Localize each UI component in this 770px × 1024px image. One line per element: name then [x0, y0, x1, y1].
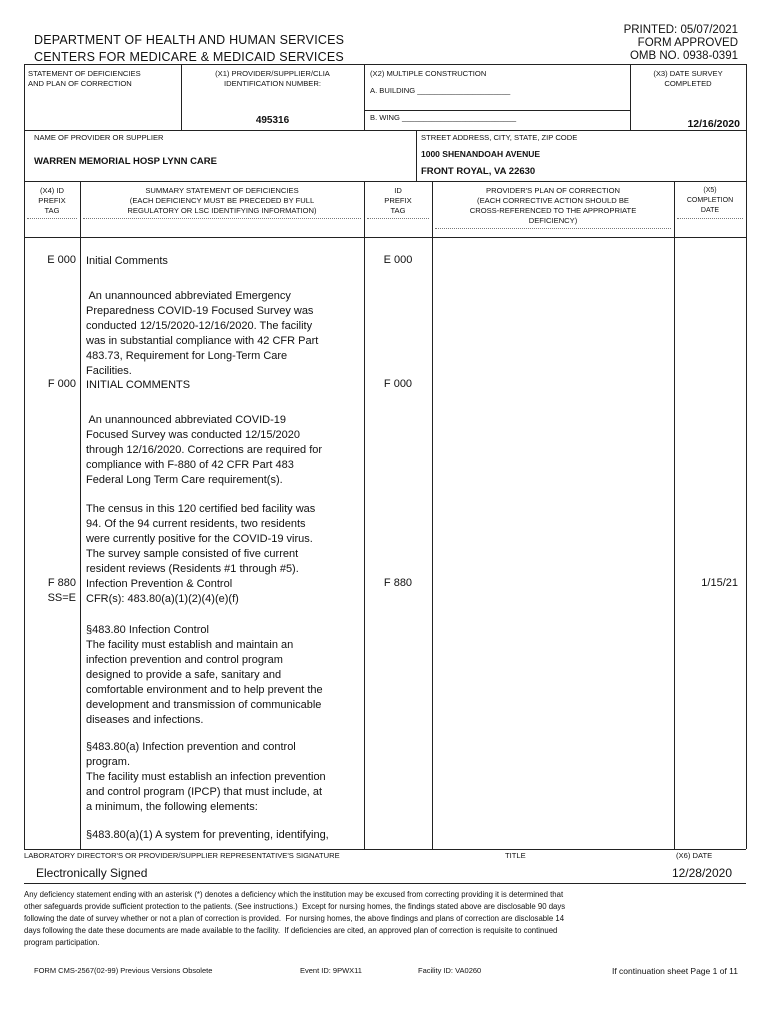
page-number: If continuation sheet Page 1 of 11: [611, 966, 738, 976]
entry-483-80-text: §483.80 Infection Control The facility must establish and maintain an infection prevention and control program designed to provide a safe, sanitary and comfortable environment and to help prevent the development and transmission of communicable diseases and infections.: [86, 624, 323, 726]
form-number: FORM CMS-2567(02-99) Previous Versions Obsolete: [34, 966, 213, 975]
plan-header: PROVIDER'S PLAN OF CORRECTION (EACH CORRECTIVE ACTION SHOULD BE CROSS-REFERENCED TO THE APPROPRIATE DEFICIENCY): [469, 186, 637, 225]
building-label: A. BUILDING ______________________: [370, 86, 511, 95]
survey-completed-date: 12/16/2020: [687, 118, 740, 130]
provider-label: NAME OF PROVIDER OR SUPPLIER: [34, 133, 164, 142]
x3-label-1: (X3) DATE SURVEY: [653, 69, 723, 78]
omb-number: OMB NO. 0938-0391: [629, 50, 738, 62]
disclaimer-text: Any deficiency statement ending with an asterisk (*) denotes a deficiency which the institution may be excused from correcting providing it is determined that other safeguards provide sufficient protection to the patients. (See instructions.) Except for nursing homes, the findings stated above are disclosable 90 days following the date of survey whether or not a plan of correction is provided. For nursing homes, the above findings and plans of correction are disclosable 14 days following the date these documents are made available to the facility. If deficiencies are cited, an approved plan of correction is requisite to continued program participation.: [24, 890, 566, 947]
x1-label-1: (X1) PROVIDER/SUPPLIER/CLIA: [215, 69, 330, 78]
id-tag-e000: E 000: [383, 254, 413, 266]
wing-label: B. WING ___________________________: [370, 113, 517, 122]
entry-483-80a1-text: §483.80(a)(1) A system for preventing, identifying,: [86, 829, 329, 841]
address-line-1: 1000 SHENANDOAH AVENUE: [421, 149, 541, 159]
title-label: TITLE: [505, 851, 526, 860]
statement-label-2: AND PLAN OF CORRECTION: [28, 79, 132, 88]
scope-severity: SS=E: [47, 592, 76, 604]
agency-line-2: CENTERS FOR MEDICARE & MEDICAID SERVICES: [34, 50, 344, 64]
address-label: STREET ADDRESS, CITY, STATE, ZIP CODE: [421, 133, 578, 142]
summary-header: SUMMARY STATEMENT OF DEFICIENCIES (EACH DEFICIENCY MUST BE PRECEDED BY FULL REGULATORY OR LSC IDENTIFYING INFORMATION): [127, 186, 317, 215]
entry-initial-comments-f000: INITIAL COMMENTS: [86, 379, 191, 391]
address-line-2: FRONT ROYAL, VA 22630: [421, 166, 536, 177]
x1-label-2: IDENTIFICATION NUMBER:: [224, 79, 321, 88]
tag-e000: E 000: [47, 254, 76, 266]
form-approved: FORM APPROVED: [637, 37, 738, 49]
id-tag-f000: F 000: [383, 378, 413, 390]
date-label: (X6) DATE: [676, 851, 713, 860]
entry-ep-survey-text: An unannounced abbreviated Emergency Preparedness COVID-19 Focused Survey was conducted 12/15/2020-12/16/2020. The facility was in substantial compliance with 42 CFR Part 483.73, Requirement for Long-Term Care Facilities.: [86, 290, 319, 377]
agency-line-1: DEPARTMENT OF HEALTH AND HUMAN SERVICES: [34, 33, 345, 47]
completion-date: 1/15/21: [701, 577, 738, 589]
statement-label-1: STATEMENT OF DEFICIENCIES: [28, 69, 141, 78]
id-header: ID PREFIX TAG: [384, 186, 412, 215]
x1-provider-number: 495316: [255, 115, 290, 126]
entry-f880-title: Infection Prevention & Control CFR(s): 483.80(a)(1)(2)(4)(e)(f): [86, 578, 239, 605]
event-id: Event ID: 9PWX11: [300, 966, 362, 975]
entry-covid-survey-text: An unannounced abbreviated COVID-19 Focused Survey was conducted 12/15/2020 through 12/16/2020. Corrections are required for compliance with F-880 of 42 CFR Part 483 Federal Long Term Care requirement(s).: [86, 414, 323, 486]
x5-header: (X5) COMPLETION DATE: [686, 187, 734, 214]
entry-census-text: The census in this 120 certified bed facility was 94. Of the 94 current residents, two residents were currently positive for the COVID-19 virus. The survey sample consisted of five current resident reviews (Residents #1 through #5).: [86, 503, 316, 575]
signature-value: Electronically Signed: [36, 866, 148, 880]
entry-initial-comments: Initial Comments: [86, 255, 168, 267]
entry-483-80a-text: §483.80(a) Infection prevention and control program. The facility must establish an infection prevention and control program (IPCP) that must include, at a minimum, the following elements:: [86, 741, 326, 813]
signature-date: 12/28/2020: [671, 866, 732, 880]
signature-label: LABORATORY DIRECTOR'S OR PROVIDER/SUPPLIER REPRESENTATIVE'S SIGNATURE: [24, 851, 340, 860]
id-tag-f880: F 880: [383, 577, 413, 589]
printed-date: PRINTED: 05/07/2021: [623, 24, 738, 36]
facility-id: Facility ID: VA0260: [418, 966, 482, 975]
x4-header: (X4) ID PREFIX TAG: [38, 186, 66, 215]
provider-name: WARREN MEMORIAL HOSP LYNN CARE: [34, 156, 217, 167]
tag-f880: F 880: [47, 577, 76, 589]
x2-label: (X2) MULTIPLE CONSTRUCTION: [370, 69, 487, 78]
tag-f000: F 000: [47, 378, 76, 390]
x3-label-2: COMPLETED: [664, 79, 712, 88]
